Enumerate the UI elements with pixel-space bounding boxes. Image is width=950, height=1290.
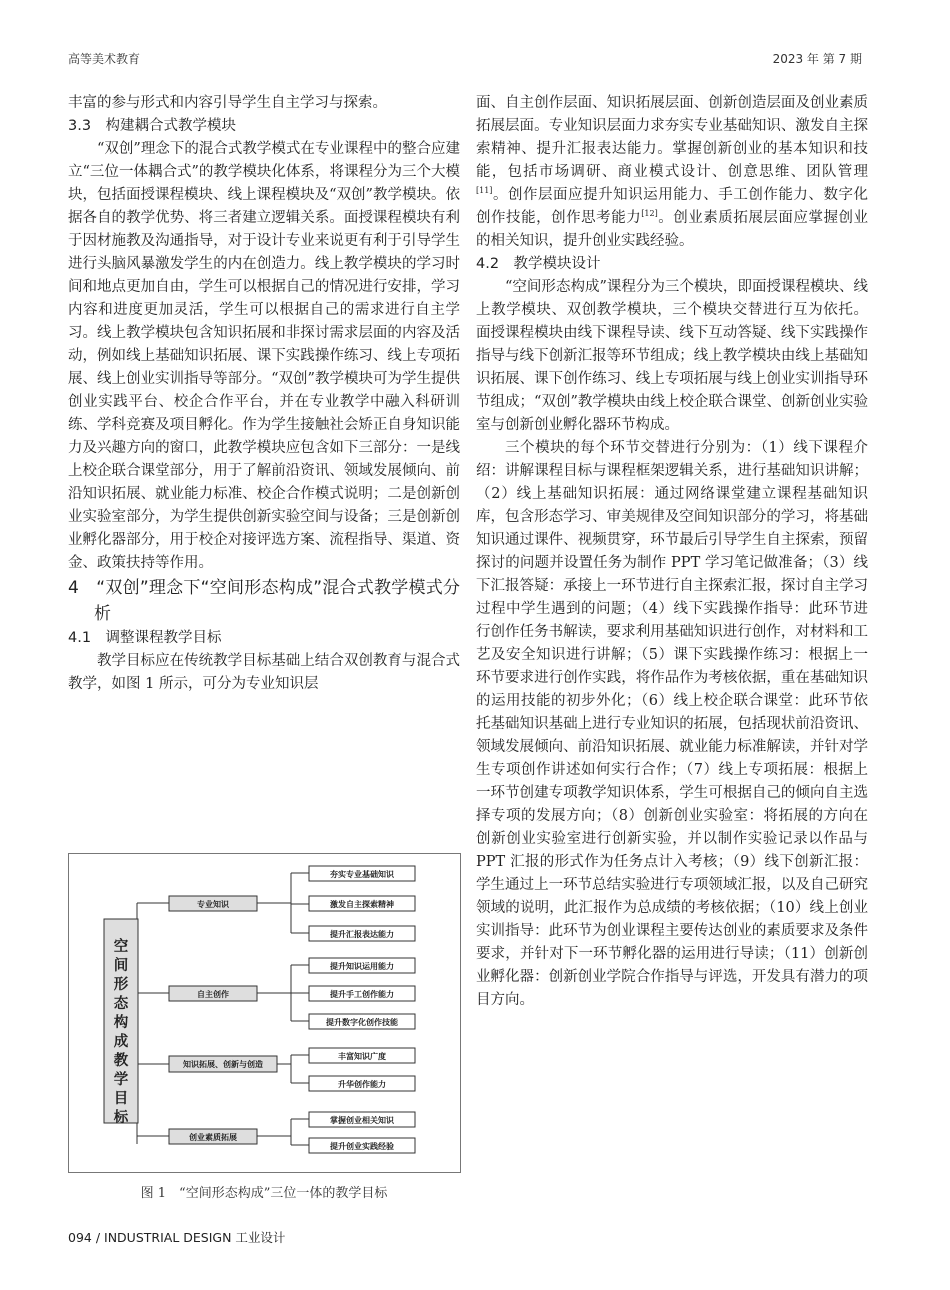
section-heading-3-3: 3.3 构建耦合式教学模块	[68, 118, 237, 134]
journal-name: 高等美术教育	[68, 52, 141, 66]
root-label-char: 目	[113, 1091, 129, 1107]
figure-caption: 图 1 “空间形态构成”三位一体的教学目标	[140, 1186, 388, 1201]
leaf-node-label: 掌握创业相关知识	[330, 1116, 394, 1125]
section-heading-4-2: 4.2 教学模块设计	[476, 256, 601, 272]
left-column	[68, 92, 460, 696]
figure-1	[68, 853, 461, 1173]
section-heading-4-1: 4.1 调整课程教学目标	[68, 630, 222, 646]
root-label-char: 成	[113, 1034, 129, 1050]
root-label-char: 空	[113, 939, 129, 955]
page-footer: 094 / INDUSTRIAL DESIGN 工业设计	[68, 1230, 286, 1245]
leaf-node-label: 丰富知识广度	[338, 1052, 386, 1061]
leaf-node-label: 提升知识运用能力	[330, 962, 394, 971]
leaf-node-label: 提升汇报表达能力	[330, 930, 394, 939]
section-heading-4: 4 “双创”理念下“空间形态构成”混合式教学模式分析	[68, 578, 460, 624]
mid-node-professional: 专业知识	[197, 900, 229, 909]
mid-node-creation: 自主创作	[197, 990, 229, 999]
paragraph-coupled-modules: “双创”理念下的混合式教学模式在专业课程中的整合应建立“三位一体耦合式”的教学模块化体系，将课程分为三个大模块，包括面授课程模块、线上课程模块及“双创”教学模块。依据各自的教学优势、将三者建立逻辑关系。面授课程模块有利于因材施教及沟通指导，对于设计专业来说更有利于引导学生进行头脑风暴激发学生的内在创造力。线上教学模块的学习时间和地点更加自由，学生可以根据自己的情况进行安排，学习内容和进度更加灵活，学生可以根据自己的需求进行自主学习。线上教学模块包含知识拓展和非探讨需求层面的内容及活动，例如线上基础知识拓展、课下实践操作练习、线上专项拓展、线上创业实训指导等部分。“双创”教学模块可为学生提供创业实践平台、校企合作平台，并在专业教学中融入科研训练、学科竞赛及项目孵化。作为学生接触社会矫正自身知识能力及兴趣方向的窗口，此教学模块应包含如下三部分：一是线上校企联合课堂部分，用于了解前沿资讯、领域发展倾向、前沿知识拓展、就业能力标准、校企合作模式说明；二是创新创业实验室部分，为学生提供创新实验空间与设备；三是创新创业孵化器部分，用于校企对接评选方案、流程指导、渠道、资金、政策扶持等作用。	[68, 141, 460, 571]
citation-11: [11]	[476, 186, 493, 196]
root-label-char: 构	[113, 1015, 129, 1031]
leaf-node-label: 夯实专业基础知识	[330, 870, 394, 879]
paragraph-continued: 丰富的参与形式和内容引导学生自主学习与探索。	[68, 95, 387, 111]
paragraph-module-steps: 三个模块的每个环节交替进行分别为：（1）线下课程介绍：讲解课程目标与课程框架逻辑关系，进行基础知识讲解；（2）线上基础知识拓展：通过网络课堂建立课程基础知识库，包含形态学习、审美规律及空间知识部分的学习，将基础知识通过课件、视频贯穿，环节最后引导学生自主探索，预留探讨的问题并设置任务为制作 PPT 学习笔记做准备；（3）线下汇报答疑：承接上一环节进行自主探索汇报，探讨自主学习过程中学生遇到的问题；（4）线下实践操作指导：此环节进行创作任务书解读，要求利用基础知识进行创作，对材料和工艺及安全知识进行讲解；（5）课下实践操作练习：根据上一环节要求进行创作实践，将作品作为考核依据，重在基础知识的运用技能的初步外化；（6）线上校企联合课堂：此环节依托基础知识基础上进行专业知识的拓展，包括现状前沿资讯、领域发展倾向、前沿知识拓展、就业能力标准解读，并针对学生专项创作讲述如何实行合作；（7）线上专项拓展：根据上一环节创建专项教学知识体系，学生可根据自己的倾向自主选择专项的发展方向；（8）创新创业实验室：将拓展的方向在创新创业实验室进行创新实验，并以制作实验记录以作品与 PPT 汇报的形式作为任务点计入考核；（9）线下创新汇报：学生通过上一环节总结实验进行专项领域汇报，以及自己研究领域的说明，此汇报作为总成绩的考核依据；（10）线上创业实训指导：此环节为创业课程主要传达创业的素质要求及条件要求，并针对下一环节孵化器的运用进行导读；（11）创新创业孵化器：创新创业学院合作指导与评选，开发具有潜力的项目方向。	[476, 440, 868, 1008]
root-label-char: 间	[113, 958, 129, 974]
leaf-node-label: 提升创业实践经验	[330, 1142, 394, 1151]
leaf-node-label: 提升手工创作能力	[330, 990, 394, 999]
paragraph-goal-levels	[476, 92, 868, 253]
text-run: 。创作层面应提升知识运用能力、手工创作能力、数字化创作技能，创作思考能力	[476, 187, 868, 226]
leaf-node-label: 提升数字化创作技能	[326, 1018, 398, 1027]
paragraph-teaching-goals: 教学目标应在传统教学目标基础上结合双创教育与混合式教学，如图 1 所示，可分为专业知识层	[68, 653, 460, 692]
paragraph-module-design: “空间形态构成”课程分为三个模块，即面授课程模块、线上教学模块、双创教学模块，三个模块交替进行互为依托。 面授课程模块由线下课程导读、线下互动答疑、线下实践操作指导与线下创新汇报等环节组成；线上教学模块由线上基础知识拓展、课下创作练习、线上专项拓展与线上创业实训指导环节组成；“双创”教学模块由线上校企联合课堂、创新创业实验室与创新创业孵化器环节构成。	[476, 279, 868, 433]
right-column	[476, 92, 868, 1012]
root-label-char: 态	[113, 996, 129, 1012]
leaf-node-label: 激发自主探索精神	[330, 900, 394, 909]
root-label-char: 标	[113, 1110, 129, 1126]
root-label-char: 形	[113, 977, 129, 993]
root-label-char: 教	[113, 1053, 129, 1069]
citation-12: [12]	[641, 209, 658, 219]
text-run: 面、自主创作层面、知识拓展层面、创新创造层面及创业素质拓展层面。专业知识层面力求夯实专业基础知识、激发自主探索精神、提升汇报表达能力。掌握创新创业的基本知识和技能，包括市场调研、商业模式设计、创意思维、团队管理	[476, 95, 868, 180]
goal-tree-diagram	[69, 854, 460, 1172]
issue-number: 2023 年 第 7 期	[772, 52, 862, 66]
leaf-node-label: 升华创作能力	[338, 1080, 386, 1089]
text-run: 。创业素质拓展层面应掌握创业的相关知识，提升创业实践经验。	[476, 210, 869, 249]
mid-node-expansion: 知识拓展、创新与创造	[183, 1060, 263, 1069]
mid-node-entrepreneurship: 创业素质拓展	[189, 1133, 237, 1142]
root-label-char: 学	[113, 1072, 129, 1088]
